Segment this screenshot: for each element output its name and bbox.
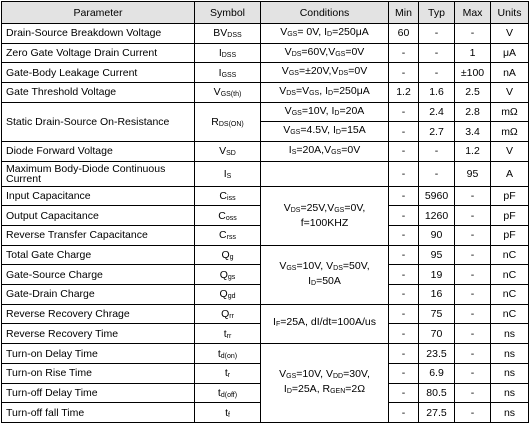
symbol-cell: $C_{rss}$	[195, 226, 261, 246]
header-max: Max	[455, 2, 491, 24]
typ-cell: -	[419, 24, 455, 44]
unit-cell: V	[491, 142, 529, 162]
conditions-cell: $I_S=20A,V_{GS}=0V$	[261, 142, 389, 162]
symbol-cell: $t_{rr}$	[195, 324, 261, 344]
symbol-cell: $V_{SD}$	[195, 142, 261, 162]
max-cell: -	[455, 245, 491, 265]
parameter-cell: Turn-on Rise Time	[2, 363, 195, 383]
unit-cell: pF	[491, 186, 529, 206]
min-cell: -	[389, 363, 419, 383]
unit-cell: nC	[491, 245, 529, 265]
typ-cell: 23.5	[419, 344, 455, 364]
symbol-cell: $t_f$	[195, 403, 261, 423]
min-cell: -	[389, 245, 419, 265]
table-row	[2, 304, 529, 324]
symbol-cell: $BV_{DSS}$	[195, 24, 261, 44]
parameter-cell: Gate-Body Leakage Current	[2, 63, 195, 83]
symbol-cell: $Q_g$	[195, 245, 261, 265]
max-cell: -	[455, 186, 491, 206]
header-row	[2, 2, 529, 24]
parameter-cell: Total Gate Charge	[2, 245, 195, 265]
conditions-cell: $V_{DS}=60V,V_{GS}=0V$	[261, 43, 389, 63]
min-cell: -	[389, 285, 419, 305]
min-cell: -	[389, 383, 419, 403]
symbol-cell: $t_r$	[195, 363, 261, 383]
min-cell: -	[389, 206, 419, 226]
conditions-cell: $V_{DS}=V_{GS}$, $I_D=250\mu A$	[261, 83, 389, 103]
typ-cell: 2.7	[419, 122, 455, 142]
max-cell: ±100	[455, 63, 491, 83]
typ-cell: 1260	[419, 206, 455, 226]
min-cell: -	[389, 265, 419, 285]
symbol-cell: $C_{oss}$	[195, 206, 261, 226]
max-cell: 95	[455, 161, 491, 186]
min-cell: -	[389, 122, 419, 142]
min-cell: -	[389, 63, 419, 83]
conditions-cell: $V_{GS}=4.5V$, $I_D=15A$	[261, 122, 389, 142]
unit-cell: pF	[491, 226, 529, 246]
max-cell: 2.8	[455, 102, 491, 122]
header-symbol: Symbol	[195, 2, 261, 24]
typ-cell: 2.4	[419, 102, 455, 122]
unit-cell: ns	[491, 344, 529, 364]
symbol-cell: $Q_{gs}$	[195, 265, 261, 285]
unit-cell: ns	[491, 383, 529, 403]
max-cell: 2.5	[455, 83, 491, 103]
max-cell: -	[455, 24, 491, 44]
min-cell: 60	[389, 24, 419, 44]
typ-cell: 1.6	[419, 83, 455, 103]
min-cell: -	[389, 102, 419, 122]
unit-cell: ns	[491, 324, 529, 344]
min-cell: -	[389, 344, 419, 364]
conditions-cell	[261, 161, 389, 186]
min-cell: -	[389, 43, 419, 63]
unit-cell: nC	[491, 265, 529, 285]
electrical-characteristics-table	[1, 1, 529, 423]
table-row	[2, 142, 529, 162]
max-cell: -	[455, 285, 491, 305]
max-cell: -	[455, 226, 491, 246]
conditions-cell: $V_{GS}=10V$, $V_{DS}=50V$, $I_D=50A$	[261, 245, 389, 304]
symbol-cell: $I_{GSS}$	[195, 63, 261, 83]
parameter-cell: Reverse Recovery Time	[2, 324, 195, 344]
parameter-cell: Maximum Body-Diode Continuous Current	[2, 161, 195, 186]
typ-cell: -	[419, 161, 455, 186]
conditions-cell: $V_{GS}=\pm 20V,V_{DS}=0V$	[261, 63, 389, 83]
symbol-cell: $R_{DS(ON)}$	[195, 102, 261, 141]
typ-cell: 75	[419, 304, 455, 324]
unit-cell: nC	[491, 304, 529, 324]
table-body	[2, 24, 529, 423]
parameter-cell: Gate-Drain Charge	[2, 285, 195, 305]
symbol-cell: $Q_{rr}$	[195, 304, 261, 324]
max-cell: -	[455, 363, 491, 383]
header-parameter: Parameter	[2, 2, 195, 24]
min-cell: 1.2	[389, 83, 419, 103]
max-cell: -	[455, 344, 491, 364]
parameter-cell: Turn-off fall Time	[2, 403, 195, 423]
symbol-cell: $t_{d(off)}$	[195, 383, 261, 403]
conditions-cell: $V_{GS}= 0V$, $I_D=250\mu A$	[261, 24, 389, 44]
unit-cell: ns	[491, 403, 529, 423]
parameter-cell: Turn-on Delay Time	[2, 344, 195, 364]
conditions-cell: $V_{GS}=10V$, $I_D=20A$	[261, 102, 389, 122]
table-row	[2, 344, 529, 364]
max-cell: 3.4	[455, 122, 491, 142]
symbol-cell: $I_{DSS}$	[195, 43, 261, 63]
table-row	[2, 245, 529, 265]
unit-cell: nC	[491, 285, 529, 305]
typ-cell: 6.9	[419, 363, 455, 383]
unit-cell: pF	[491, 206, 529, 226]
min-cell: -	[389, 161, 419, 186]
typ-cell: 16	[419, 285, 455, 305]
table-row	[2, 63, 529, 83]
table-row	[2, 24, 529, 44]
parameter-cell: Reverse Transfer Capacitance	[2, 226, 195, 246]
unit-cell: mΩ	[491, 122, 529, 142]
symbol-cell: $V_{GS(th)}$	[195, 83, 261, 103]
unit-cell: ns	[491, 363, 529, 383]
parameter-cell: Input Capacitance	[2, 186, 195, 206]
unit-cell: mΩ	[491, 102, 529, 122]
conditions-cell: $V_{DS}=25V,V_{GS}=0V$, f=100KHZ	[261, 186, 389, 245]
max-cell: 1	[455, 43, 491, 63]
header-conditions: Conditions	[261, 2, 389, 24]
header-typ: Typ	[419, 2, 455, 24]
header-min: Min	[389, 2, 419, 24]
table-row	[2, 161, 529, 186]
parameter-cell: Reverse Recovery Chrage	[2, 304, 195, 324]
table-row	[2, 102, 529, 122]
typ-cell: 70	[419, 324, 455, 344]
max-cell: -	[455, 265, 491, 285]
min-cell: -	[389, 226, 419, 246]
conditions-cell: $I_F=25A$, dI/dt=100A/us	[261, 304, 389, 343]
symbol-cell: $C_{iss}$	[195, 186, 261, 206]
typ-cell: 19	[419, 265, 455, 285]
typ-cell: -	[419, 63, 455, 83]
parameter-cell: Static Drain-Source On-Resistance	[2, 102, 195, 141]
max-cell: -	[455, 383, 491, 403]
typ-cell: -	[419, 43, 455, 63]
table-row	[2, 83, 529, 103]
min-cell: -	[389, 403, 419, 423]
unit-cell: nA	[491, 63, 529, 83]
conditions-cell: $V_{GS}=10V$, $V_{DD}=30V$, $I_D=25A$, $R_{GEN}=2\Omega$	[261, 344, 389, 423]
max-cell: -	[455, 304, 491, 324]
parameter-cell: Gate Threshold Voltage	[2, 83, 195, 103]
parameter-cell: Gate-Source Charge	[2, 265, 195, 285]
symbol-cell: $I_S$	[195, 161, 261, 186]
unit-cell: V	[491, 24, 529, 44]
max-cell: -	[455, 403, 491, 423]
min-cell: -	[389, 142, 419, 162]
typ-cell: 90	[419, 226, 455, 246]
parameter-cell: Drain-Source Breakdown Voltage	[2, 24, 195, 44]
typ-cell: 80.5	[419, 383, 455, 403]
header-units: Units	[491, 2, 529, 24]
max-cell: 1.2	[455, 142, 491, 162]
max-cell: -	[455, 324, 491, 344]
unit-cell: V	[491, 83, 529, 103]
max-cell: -	[455, 206, 491, 226]
table-row	[2, 186, 529, 206]
typ-cell: 27.5	[419, 403, 455, 423]
parameter-cell: Turn-off Delay Time	[2, 383, 195, 403]
table-row	[2, 43, 529, 63]
min-cell: -	[389, 186, 419, 206]
typ-cell: 5960	[419, 186, 455, 206]
typ-cell: 95	[419, 245, 455, 265]
min-cell: -	[389, 324, 419, 344]
unit-cell: A	[491, 161, 529, 186]
parameter-cell: Diode Forward Voltage	[2, 142, 195, 162]
symbol-cell: $t_{d(on)}$	[195, 344, 261, 364]
symbol-cell: $Q_{gd}$	[195, 285, 261, 305]
unit-cell: μA	[491, 43, 529, 63]
parameter-cell: Zero Gate Voltage Drain Current	[2, 43, 195, 63]
parameter-cell: Output Capacitance	[2, 206, 195, 226]
typ-cell: -	[419, 142, 455, 162]
min-cell: -	[389, 304, 419, 324]
